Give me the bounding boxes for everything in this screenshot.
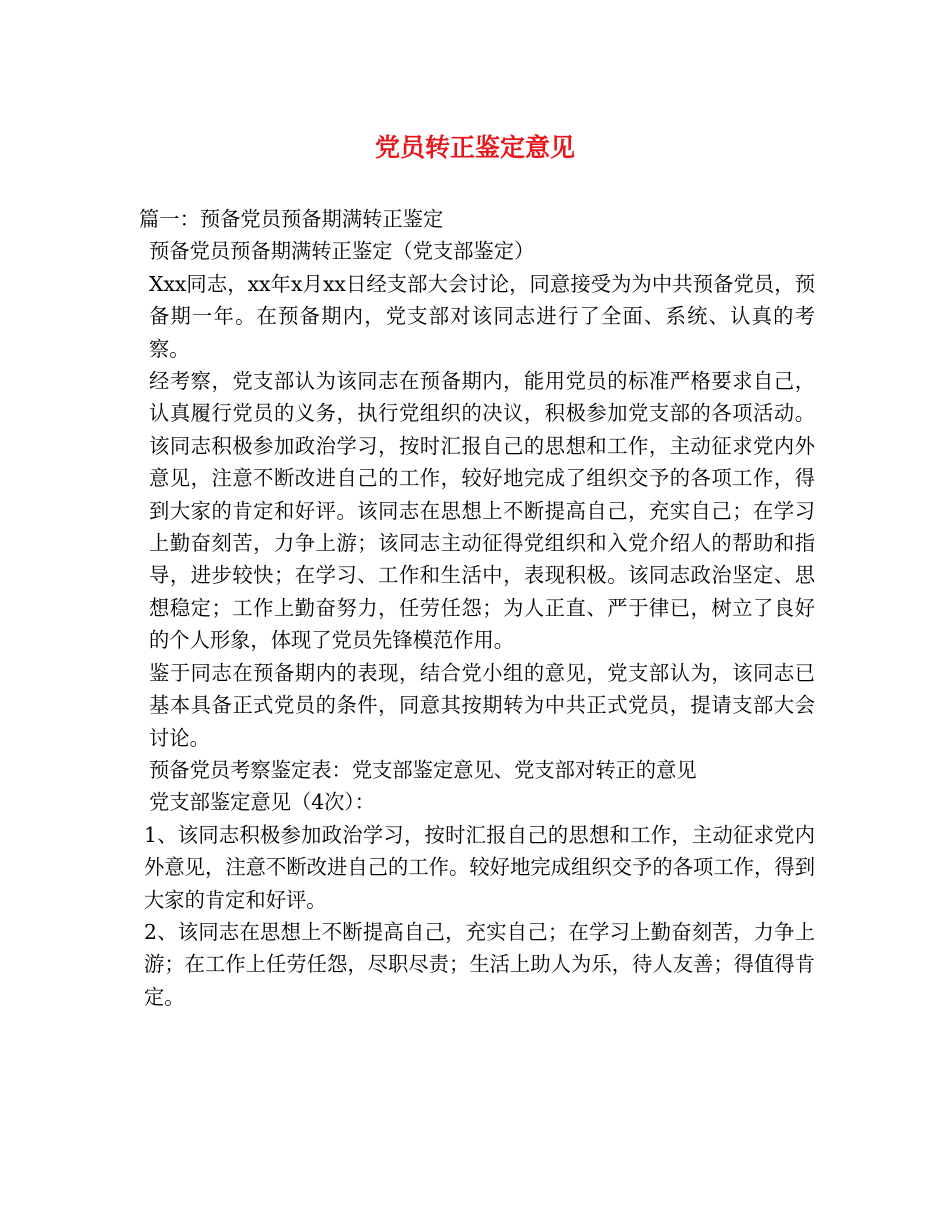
subsection-heading: 预备党员预备期满转正鉴定（党支部鉴定） — [149, 239, 535, 264]
section-heading: 篇一：预备党员预备期满转正鉴定 — [139, 207, 444, 231]
list-item: 2、该同志在思想上不断提高自己，充实自己；在学习上勤奋刻苦，力争上游；在工作上任劳任怨，尽职尽责；生活上助人为乐，待人友善；得值得肯定。 — [144, 919, 815, 1009]
form-heading: 预备党员考察鉴定表：党支部鉴定意见、党支部对转正的意见 — [149, 757, 697, 782]
document-body — [139, 203, 815, 1013]
body-paragraph: 经考察，党支部认为该同志在预备期内，能用党员的标准严格要求自己，认真履行党员的义务，执行党组织的决议，积极参加党支部的各项活动。该同志积极参加政治学习，按时汇报自己的思想和工作，主动征求党内外意见，注意不断改进自己的工作，较好地完成了组织交予的各项工作，得到大家的肯定和好评。该同志在思想上不断提高自己，充实自己；在学习上勤奋刻苦，力争上游；该同志主动征得党组织和入党介绍人的帮助和指导，进步较快；在学习、工作和生活中，表现积极。该同志政治坚定、思想稳定；工作上勤奋努力，任劳任怨；为人正直、严于律已，树立了良好的个人形象，体现了党员先锋模范作用。 — [149, 369, 815, 653]
list-heading: 党支部鉴定意见（4次）： — [149, 790, 375, 815]
document-title: 党员转正鉴定意见 — [374, 133, 575, 162]
list-item: 1、该同志积极参加政治学习，按时汇报自己的思想和工作，主动征求党内外意见，注意不断改进自己的工作。较好地完成组织交予的各项工作，得到大家的肯定和好评。 — [144, 822, 815, 912]
body-paragraph: 鉴于同志在预备期内的表现，结合党小组的意见，党支部认为，该同志已基本具备正式党员的条件，同意其按期转为中共正式党员，提请支部大会讨论。 — [149, 660, 815, 750]
body-paragraph: Xxx同志，xx年x月xx日经支部大会讨论，同意接受为为中共预备党员，预备期一年。在预备期内，党支部对该同志进行了全面、系统、认真的考察。 — [149, 271, 815, 361]
